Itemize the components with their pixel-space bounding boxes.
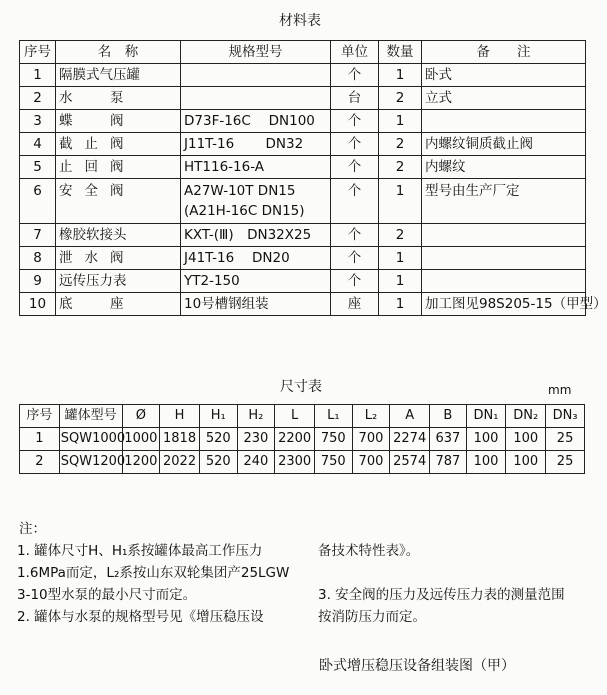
size-cell: 1200 xyxy=(122,451,160,474)
material-no: 7 xyxy=(20,224,56,247)
material-spec-line: HT116-16-A xyxy=(184,159,265,175)
size-cell: 700 xyxy=(352,451,390,474)
size-cell: 100 xyxy=(506,451,546,474)
materials-header-cell: 单位 xyxy=(331,41,379,64)
material-spec xyxy=(181,110,331,133)
size-cell: 637 xyxy=(430,428,467,451)
material-spec-line: (A21H-16C DN15) xyxy=(184,203,305,219)
material-qty: 1 xyxy=(379,293,422,316)
size-cell: 1818 xyxy=(160,428,200,451)
materials-table-title: 材料表 xyxy=(279,13,321,29)
note-line: 备技术特性表》。 xyxy=(318,543,420,559)
materials-header-cell: 规格型号 xyxy=(181,41,331,64)
material-remark xyxy=(422,224,586,247)
size-cell: 520 xyxy=(199,451,237,474)
material-name: 截止阀 xyxy=(56,133,181,156)
size-header-cell: H xyxy=(160,405,200,428)
material-spec xyxy=(181,247,331,270)
material-name: 底 座 xyxy=(56,293,181,316)
notes-left-column xyxy=(17,540,289,628)
material-name: 安全阀 xyxy=(56,179,181,224)
size-cell: 787 xyxy=(430,451,467,474)
material-no: 4 xyxy=(20,133,56,156)
material-qty: 2 xyxy=(379,224,422,247)
material-spec xyxy=(181,224,331,247)
material-qty: 1 xyxy=(379,64,422,87)
material-unit: 个 xyxy=(331,156,379,179)
note-line: 1. 罐体尺寸H、H₁系按罐体最高工作压力 xyxy=(17,543,263,559)
size-header-cell: A xyxy=(390,405,430,428)
material-spec-line: YT2-150 xyxy=(184,273,240,289)
material-no: 8 xyxy=(20,247,56,270)
size-cell: 2274 xyxy=(390,428,430,451)
materials-header-row xyxy=(20,41,586,64)
size-header-cell: DN₂ xyxy=(506,405,546,428)
material-unit: 个 xyxy=(331,64,379,87)
material-no: 3 xyxy=(20,110,56,133)
material-remark: 加工图见98S205-15（甲型） xyxy=(422,293,586,316)
material-spec-line: J11T-16 DN32 xyxy=(184,136,304,152)
size-header-cell: 罐体型号 xyxy=(59,405,122,428)
material-spec xyxy=(181,270,331,293)
material-no: 2 xyxy=(20,87,56,110)
size-cell: 100 xyxy=(466,451,506,474)
size-cell: 1000 xyxy=(122,428,160,451)
materials-header-cell: 序号 xyxy=(20,41,56,64)
material-unit: 个 xyxy=(331,133,379,156)
material-spec xyxy=(181,87,331,110)
material-spec xyxy=(181,156,331,179)
material-no: 9 xyxy=(20,270,56,293)
size-table xyxy=(19,404,585,474)
materials-header-cell: 名 称 xyxy=(56,41,181,64)
size-header-cell: L₂ xyxy=(352,405,390,428)
material-qty: 2 xyxy=(379,133,422,156)
size-header-cell: 序号 xyxy=(20,405,60,428)
materials-row xyxy=(20,224,586,247)
size-cell: 2300 xyxy=(275,451,315,474)
note-line: 2. 罐体与水泵的规格型号见《增压稳压设 xyxy=(17,609,264,625)
material-no: 5 xyxy=(20,156,56,179)
material-name: 止回阀 xyxy=(56,156,181,179)
size-header-cell: DN₁ xyxy=(466,405,506,428)
material-name: 远传压力表 xyxy=(56,270,181,293)
size-header-cell: H₁ xyxy=(199,405,237,428)
material-qty: 1 xyxy=(379,270,422,293)
size-cell: 25 xyxy=(546,451,585,474)
material-name: 蝶 阀 xyxy=(56,110,181,133)
material-spec xyxy=(181,133,331,156)
material-remark: 立式 xyxy=(422,87,586,110)
size-table-unit: mm xyxy=(548,383,572,397)
materials-row xyxy=(20,133,586,156)
material-qty: 2 xyxy=(379,87,422,110)
materials-row xyxy=(20,293,586,316)
material-spec-line: 10号槽钢组装 xyxy=(184,296,269,312)
drawing-title: 卧式增压稳压设备组装图（甲） xyxy=(319,658,515,674)
material-unit: 个 xyxy=(331,110,379,133)
material-remark xyxy=(422,270,586,293)
material-qty: 2 xyxy=(379,156,422,179)
material-qty: 1 xyxy=(379,110,422,133)
material-remark: 内螺纹 xyxy=(422,156,586,179)
size-row xyxy=(20,451,585,474)
size-cell: 1 xyxy=(20,428,60,451)
materials-row xyxy=(20,179,586,224)
note-line: 3. 安全阀的压力及远传压力表的测量范围 xyxy=(318,587,565,603)
size-cell: 2 xyxy=(20,451,60,474)
size-header-cell: H₂ xyxy=(237,405,275,428)
materials-row xyxy=(20,270,586,293)
size-cell: 240 xyxy=(237,451,275,474)
size-header-cell: DN₃ xyxy=(546,405,585,428)
material-spec-line: D73F-16C DN100 xyxy=(184,113,315,129)
note-line: 按消防压力而定。 xyxy=(318,609,426,625)
note-line: 1.6MPa而定，L₂系按山东双轮集团产25LGW xyxy=(17,565,290,581)
material-no: 1 xyxy=(20,64,56,87)
material-unit: 个 xyxy=(331,247,379,270)
material-remark xyxy=(422,247,586,270)
size-cell: 750 xyxy=(314,451,352,474)
note-line: 3-10型水泵的最小尺寸而定。 xyxy=(17,587,197,603)
materials-header-cell: 数量 xyxy=(379,41,422,64)
size-header-cell: B xyxy=(430,405,467,428)
material-name: 水 泵 xyxy=(56,87,181,110)
notes-right-column xyxy=(318,540,565,628)
material-remark xyxy=(422,110,586,133)
size-header-cell: L₁ xyxy=(314,405,352,428)
material-no: 6 xyxy=(20,179,56,224)
size-cell: SQW1200 xyxy=(59,451,122,474)
size-cell: 2574 xyxy=(390,451,430,474)
size-cell: 2200 xyxy=(275,428,315,451)
material-spec-line: A27W-10T DN15 xyxy=(184,183,296,199)
material-unit: 个 xyxy=(331,179,379,224)
material-name: 隔膜式气压罐 xyxy=(56,64,181,87)
size-cell: 520 xyxy=(199,428,237,451)
material-spec-line: KXT-(Ⅲ) DN32X25 xyxy=(184,227,312,243)
material-spec xyxy=(181,64,331,87)
materials-row xyxy=(20,156,586,179)
size-row xyxy=(20,428,585,451)
material-name: 橡胶软接头 xyxy=(56,224,181,247)
material-unit: 个 xyxy=(331,270,379,293)
notes-heading: 注： xyxy=(19,521,46,537)
size-header-cell: Ø xyxy=(122,405,160,428)
size-cell: 100 xyxy=(466,428,506,451)
size-table-title: 尺寸表 xyxy=(280,379,322,395)
material-remark: 内螺纹铜质截止阀 xyxy=(422,133,586,156)
material-name: 泄水阀 xyxy=(56,247,181,270)
size-cell: 230 xyxy=(237,428,275,451)
material-spec xyxy=(181,179,331,224)
size-cell: 2022 xyxy=(160,451,200,474)
material-qty: 1 xyxy=(379,247,422,270)
size-header-cell: L xyxy=(275,405,315,428)
material-unit: 台 xyxy=(331,87,379,110)
material-unit: 座 xyxy=(331,293,379,316)
material-spec-line: J41T-16 DN20 xyxy=(184,250,290,266)
materials-row xyxy=(20,110,586,133)
material-remark: 卧式 xyxy=(422,64,586,87)
materials-header-cell: 备 注 xyxy=(422,41,586,64)
material-qty: 1 xyxy=(379,179,422,224)
size-cell: 100 xyxy=(506,428,546,451)
material-spec xyxy=(181,293,331,316)
materials-row xyxy=(20,87,586,110)
size-cell: 700 xyxy=(352,428,390,451)
size-cell: 750 xyxy=(314,428,352,451)
materials-row xyxy=(20,64,586,87)
material-remark: 型号由生产厂定 xyxy=(422,179,586,224)
size-cell: 25 xyxy=(546,428,585,451)
material-no: 10 xyxy=(20,293,56,316)
size-header-row xyxy=(20,405,585,428)
materials-table xyxy=(19,40,607,316)
material-unit: 个 xyxy=(331,224,379,247)
size-cell: SQW1000 xyxy=(59,428,122,451)
materials-row xyxy=(20,247,586,270)
